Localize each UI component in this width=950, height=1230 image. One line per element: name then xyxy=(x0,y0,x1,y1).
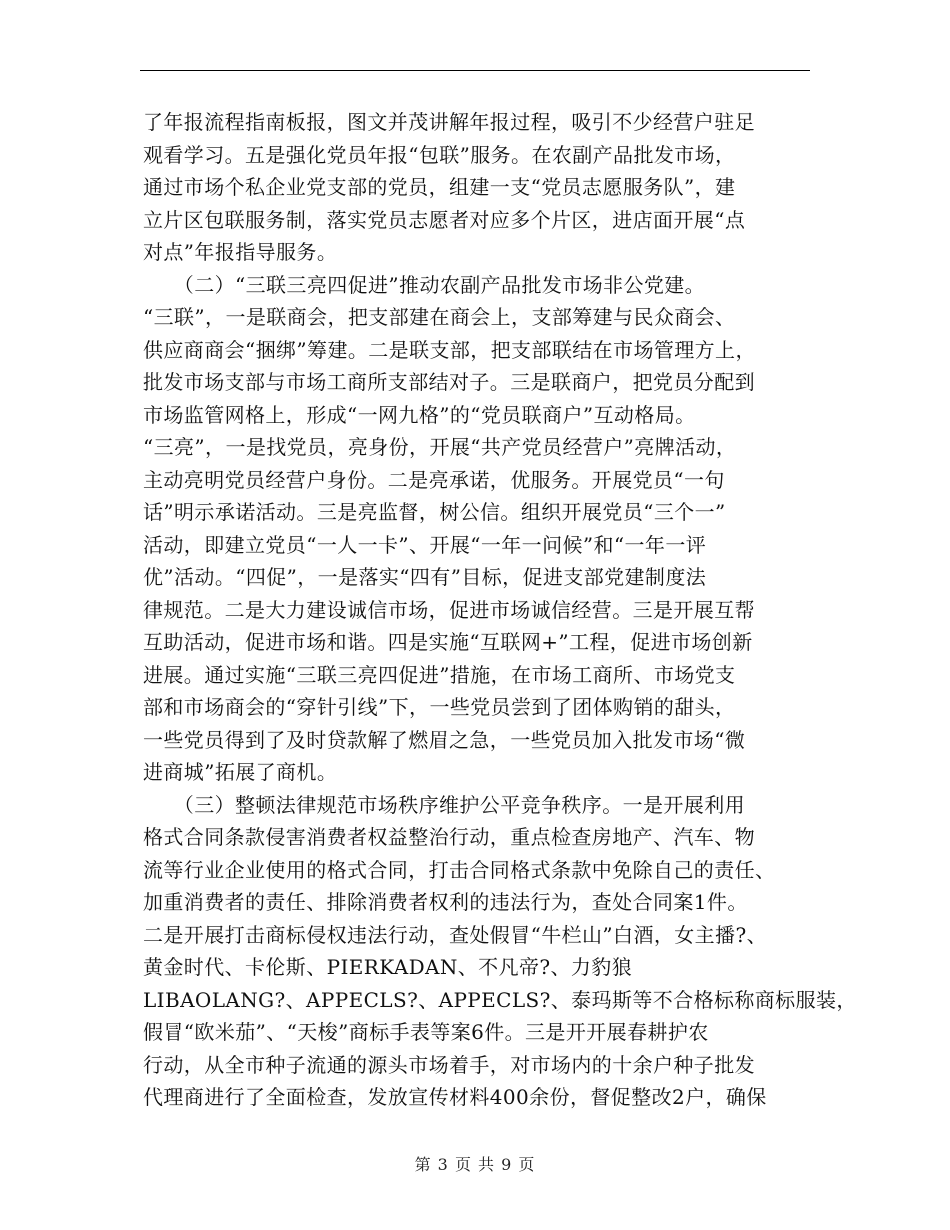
text-line: 加重消费者的责任、排除消费者权利的违法行为，查处合同案1件。 xyxy=(143,890,748,914)
text-line: 优”活动。“四促”，一是落实“四有”目标，促进支部党建制度法 xyxy=(143,565,707,589)
header-rule xyxy=(140,70,810,71)
text-line: 进展。通过实施“三联三亮四促进”措施，在市场工商所、市场党支 xyxy=(143,662,736,687)
text-line: 假冒“欧米茄”、“天梭”商标手表等案6件。三是开开展春耕护农 xyxy=(143,1020,709,1044)
text-line: 立片区包联服务制，落实党员志愿者对应多个片区，进店面开展“点 xyxy=(143,207,746,232)
text-line: 观看学习。五是强化党员年报“包联”服务。在农副产品批发市场， xyxy=(143,142,736,167)
text-line: 供应商商会“捆绑”筹建。二是联支部，把支部联结在市场管理方上， xyxy=(143,337,756,362)
text-line: 二是开展打击商标侵权违法行动，查处假冒“牛栏山”白酒，女主播?、 xyxy=(143,922,767,947)
text-line: 部和市场商会的“穿针引线”下，一些党员尝到了团体购销的甜头， xyxy=(143,695,736,719)
text-line: 市场监管网格上，形成“一网九格”的“党员联商户”互动格局。 xyxy=(143,402,696,427)
text-line: “三联”，一是联商会，把支部建在商会上，支部筹建与民众商会、 xyxy=(143,305,736,329)
text-line: 律规范。二是大力建设诚信市场，促进市场诚信经营。三是开展互帮 xyxy=(143,597,755,622)
text-line: 行动，从全市种子流通的源头市场着手，对市场内的十余户种子批发 xyxy=(143,1052,755,1077)
text-line: （三）整顿法律规范市场秩序维护公平竞争秩序。一是开展利用 xyxy=(143,792,745,817)
text-line: 进商城”拓展了商机。 xyxy=(143,760,338,784)
text-line: 一些党员得到了及时贷款解了燃眉之急，一些党员加入批发市场“微 xyxy=(143,727,746,752)
text-line: 对点”年报指导服务。 xyxy=(143,240,338,264)
page-number-footer: 第 3 页 共 9 页 xyxy=(414,1155,536,1174)
text-line: 流等行业企业使用的格式合同，打击合同格式条款中免除自己的责任、 xyxy=(143,857,776,882)
text-line: 了年报流程指南板报，图文并茂讲解年报过程，吸引不少经营户驻足 xyxy=(143,110,755,134)
body-text xyxy=(143,106,857,1114)
text-line: 主动亮明党员经营户身份。二是亮承诺，优服务。开展党员“一句 xyxy=(143,467,725,492)
text-line: 黄金时代、卡伦斯、PIERKADAN、不凡帝?、力豹狼 xyxy=(143,955,633,979)
text-line: 活动，即建立党员“一人一卡”、开展“一年一问候”和“一年一评 xyxy=(143,532,707,557)
text-line: 批发市场支部与市场工商所支部结对子。三是联商户，把党员分配到 xyxy=(143,370,755,394)
text-line: 通过市场个私企业党支部的党员，组建一支“党员志愿服务队”，建 xyxy=(143,175,736,199)
text-line: 格式合同条款侵害消费者权益整治行动，重点检查房地产、汽车、物 xyxy=(143,825,755,849)
text-line: （二）“三联三亮四促进”推动农副产品批发市场非公党建。 xyxy=(143,272,706,297)
text-line: 代理商进行了全面检查，发放宣传材料400余份，督促整改2户，确保 xyxy=(143,1085,767,1109)
text-line: LIBAOLANG?、APPECLS?、APPECLS?、泰玛斯等不合格标称商标服装， xyxy=(143,987,857,1012)
text-line: 互助活动，促进市场和谐。四是实施“互联网+”工程，促进市场创新 xyxy=(143,630,753,654)
text-line: 话”明示承诺活动。三是亮监督，树公信。组织开展党员“三个一” xyxy=(143,500,726,524)
text-line: “三亮”，一是找党员，亮身份，开展“共产党员经营户”亮牌活动， xyxy=(143,435,737,459)
